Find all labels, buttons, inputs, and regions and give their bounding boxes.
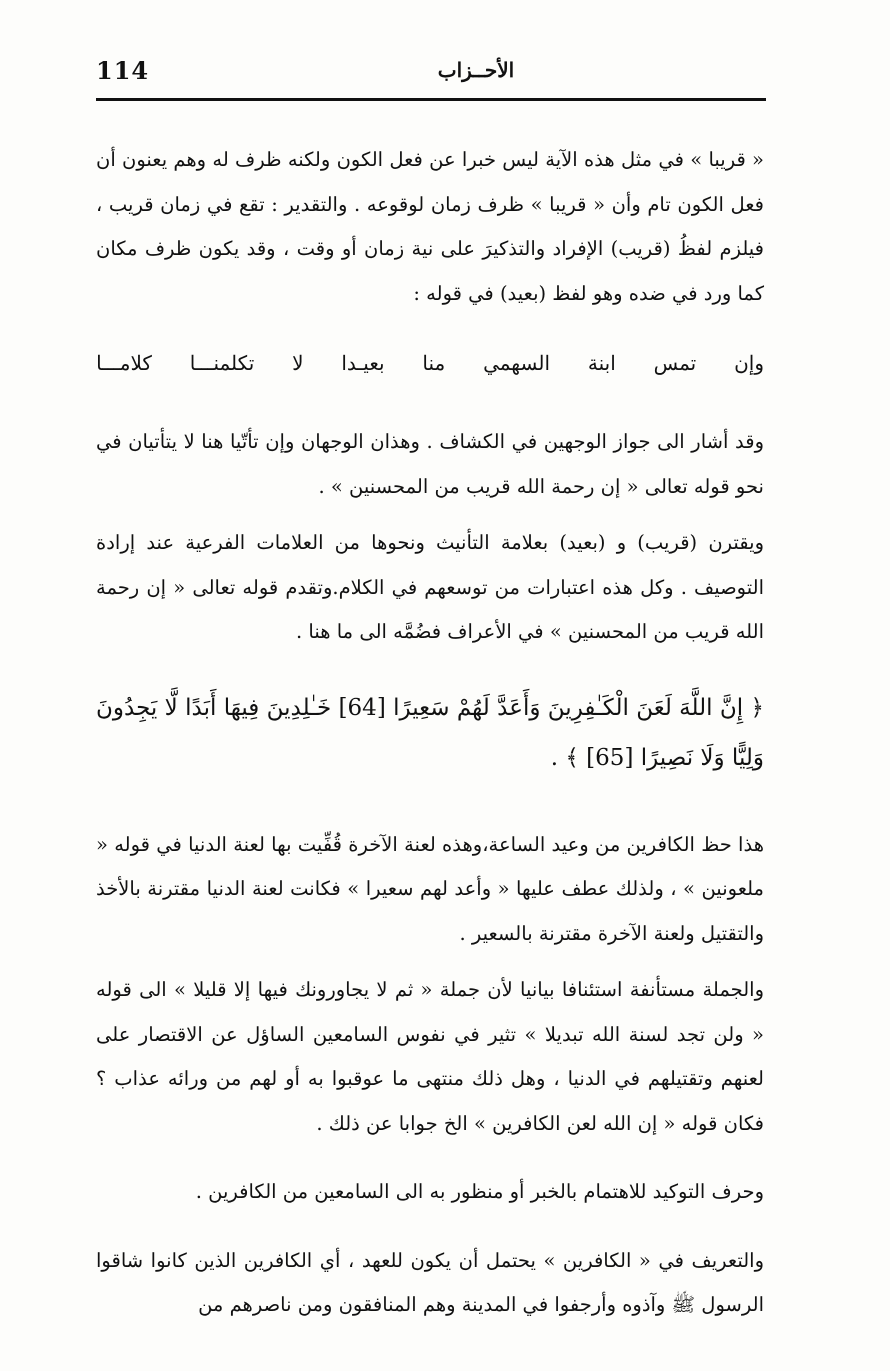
poem-word: تكلمنـــا	[189, 351, 255, 375]
poem-word: السهمي	[483, 351, 551, 375]
poem-word: وإن	[734, 351, 764, 375]
poem-word: تمس	[653, 351, 697, 375]
paragraph-4: هذا حظ الكافرين من وعيد الساعة،وهذه لعنة الآخرة قُفِّيت بها لعنة الدنيا في قوله « ملعونين » ، ولذلك عطف عليها « وأعد لهم سعيرا » فكانت لعنة الدنيا مقترنة بالأخذ والتقتيل ولعنة الآخرة مقترنة بالسعير .	[96, 832, 764, 945]
page-number: 114	[96, 56, 150, 85]
paragraph-6: وحرف التوكيد للاهتمام بالخبر أو منظور به الى السامعين من الكافرين .	[195, 1180, 764, 1203]
poem-word: لا	[292, 351, 304, 375]
poem-word: كلامـــا	[96, 351, 152, 375]
poem-word: منا	[422, 351, 446, 375]
paragraph-1: « قريبا » في مثل هذه الآية ليس خبرا عن فعل الكون ولكنه ظرف له وهم يعنون أن فعل الكون تام وأن « قريبا » ظرف زمان لوقوعه . والتقدير : تقع في زمان قريب ، فيلزم لفظُ (قريب) الإفراد والتذكيرَ على نية زمان أو وقت ، وقد يكون ظرف مكان كما ورد في ضده وهو لفظ (بعيد) في قوله :	[96, 148, 764, 305]
poetry-line	[96, 340, 764, 386]
running-title: الأحــزاب	[437, 58, 515, 82]
paragraph-5: والجملة مستأنفة استئنافا بيانيا لأن جملة « ثم لا يجاورونك فيها إلا قليلا » الى قوله « ولن تجد لسنة الله تبديلا » تثير في نفوس السامعين الساؤل عن الاقتصار على لعنهم وتقتيلهم في الدنيا ، وهل ذلك منتهى ما عوقبوا به أو لهم من ورائه عذاب ؟ فكان قوله « إن الله لعن الكافرين » الخ جوابا عن ذلك .	[96, 978, 764, 1135]
paragraph-2: وقد أشار الى جواز الوجهين في الكشاف . وهذان الوجهان وإن تأتّيا هنا لا يتأتيان في نحو قوله تعالى « إن رحمة الله قريب من المحسنين » .	[96, 430, 764, 498]
poem-word: ابنة	[587, 351, 616, 375]
page-header	[96, 52, 766, 101]
poem-word: بعيـدا	[341, 351, 385, 375]
paragraph-7: والتعريف في « الكافرين » يحتمل أن يكون للعهد ، أي الكافرين الذين كانوا شاقوا الرسول ﷺ وآذوه وأرجفوا في المدينة وهم المنافقون ومن ناصرهم من	[96, 1248, 764, 1316]
quran-verse: ﴿ إِنَّ اللَّهَ لَعَنَ الْكَـٰفِرِينَ وَأَعَدَّ لَهُمْ سَعِيرًا [64] خَـٰلِدِينَ فِيهَا أَبَدًا لَّا يَجِدُونَ وَلِيًّا وَلَا نَصِيرًا [65] ﴾ .	[96, 694, 764, 771]
page-body	[96, 138, 764, 1340]
paragraph-3: ويقترن (قريب) و (بعيد) بعلامة التأنيث ونحوها من العلامات الفرعية عند إرادة التوصيف . وكل هذه اعتبارات من توسعهم في الكلام.وتقدم قوله تعالى « إن رحمة الله قريب من المحسنين » في الأعراف فضُمَّه الى ما هنا .	[96, 531, 764, 643]
